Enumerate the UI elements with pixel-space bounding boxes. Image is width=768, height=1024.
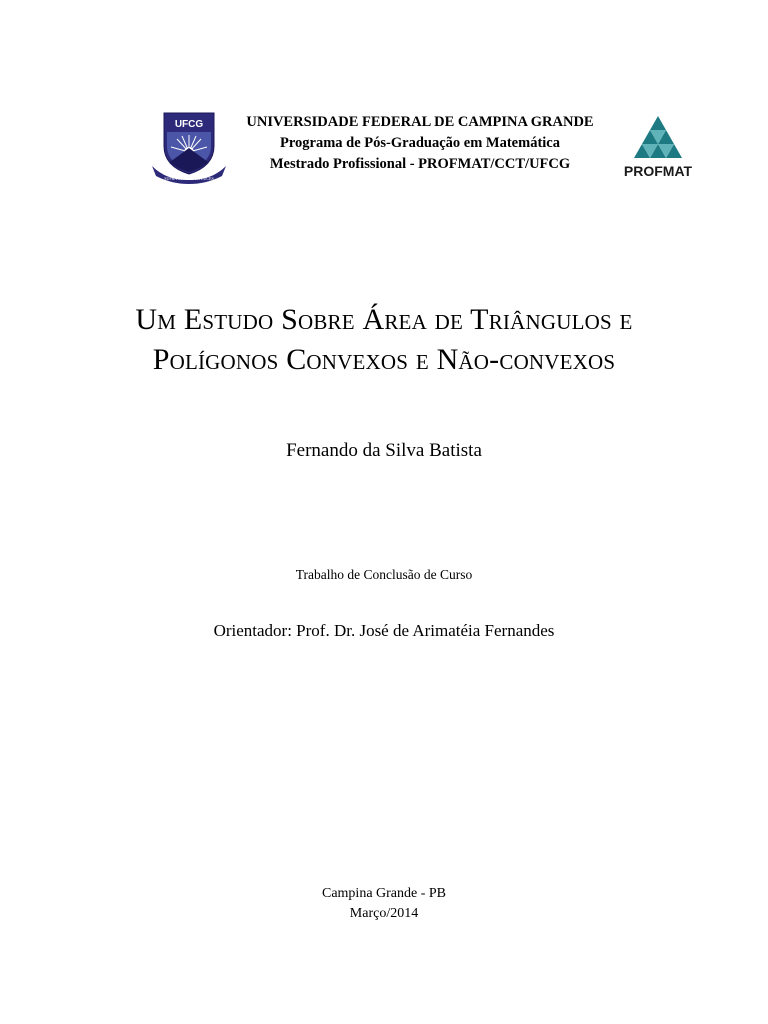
ufcg-logo-text: UFCG bbox=[174, 119, 204, 130]
place-date-footer bbox=[0, 884, 768, 924]
title-line-1: Um Estudo Sobre Área de Triângulos e bbox=[135, 303, 633, 336]
ufcg-crest-icon bbox=[150, 112, 228, 184]
program-name: Programa de Pós-Graduação em Matemática bbox=[280, 135, 560, 151]
university-name: UNIVERSIDADE FEDERAL DE CAMPINA GRANDE bbox=[246, 114, 594, 130]
thesis-title bbox=[0, 300, 768, 380]
profmat-triangle-icon bbox=[612, 114, 704, 180]
date: Março/2014 bbox=[349, 906, 419, 921]
work-type: Trabalho de Conclusão de Curso bbox=[295, 567, 473, 582]
title-line-2: Polígonos Convexos e Não-convexos bbox=[152, 343, 616, 376]
ufcg-ribbon-text: SUPRA OMNIS LUX LUCES bbox=[164, 176, 214, 181]
advisor-line: Orientador: Prof. Dr. José de Arimatéia Fernandes bbox=[213, 621, 555, 640]
author-name: Fernando da Silva Batista bbox=[286, 440, 482, 461]
profmat-logo-text: PROFMAT bbox=[623, 163, 693, 179]
course-name: Mestrado Profissional - PROFMAT/CCT/UFCG bbox=[269, 156, 571, 172]
place: Campina Grande - PB bbox=[321, 886, 447, 901]
institution-header bbox=[150, 112, 710, 192]
header-text bbox=[228, 112, 612, 175]
